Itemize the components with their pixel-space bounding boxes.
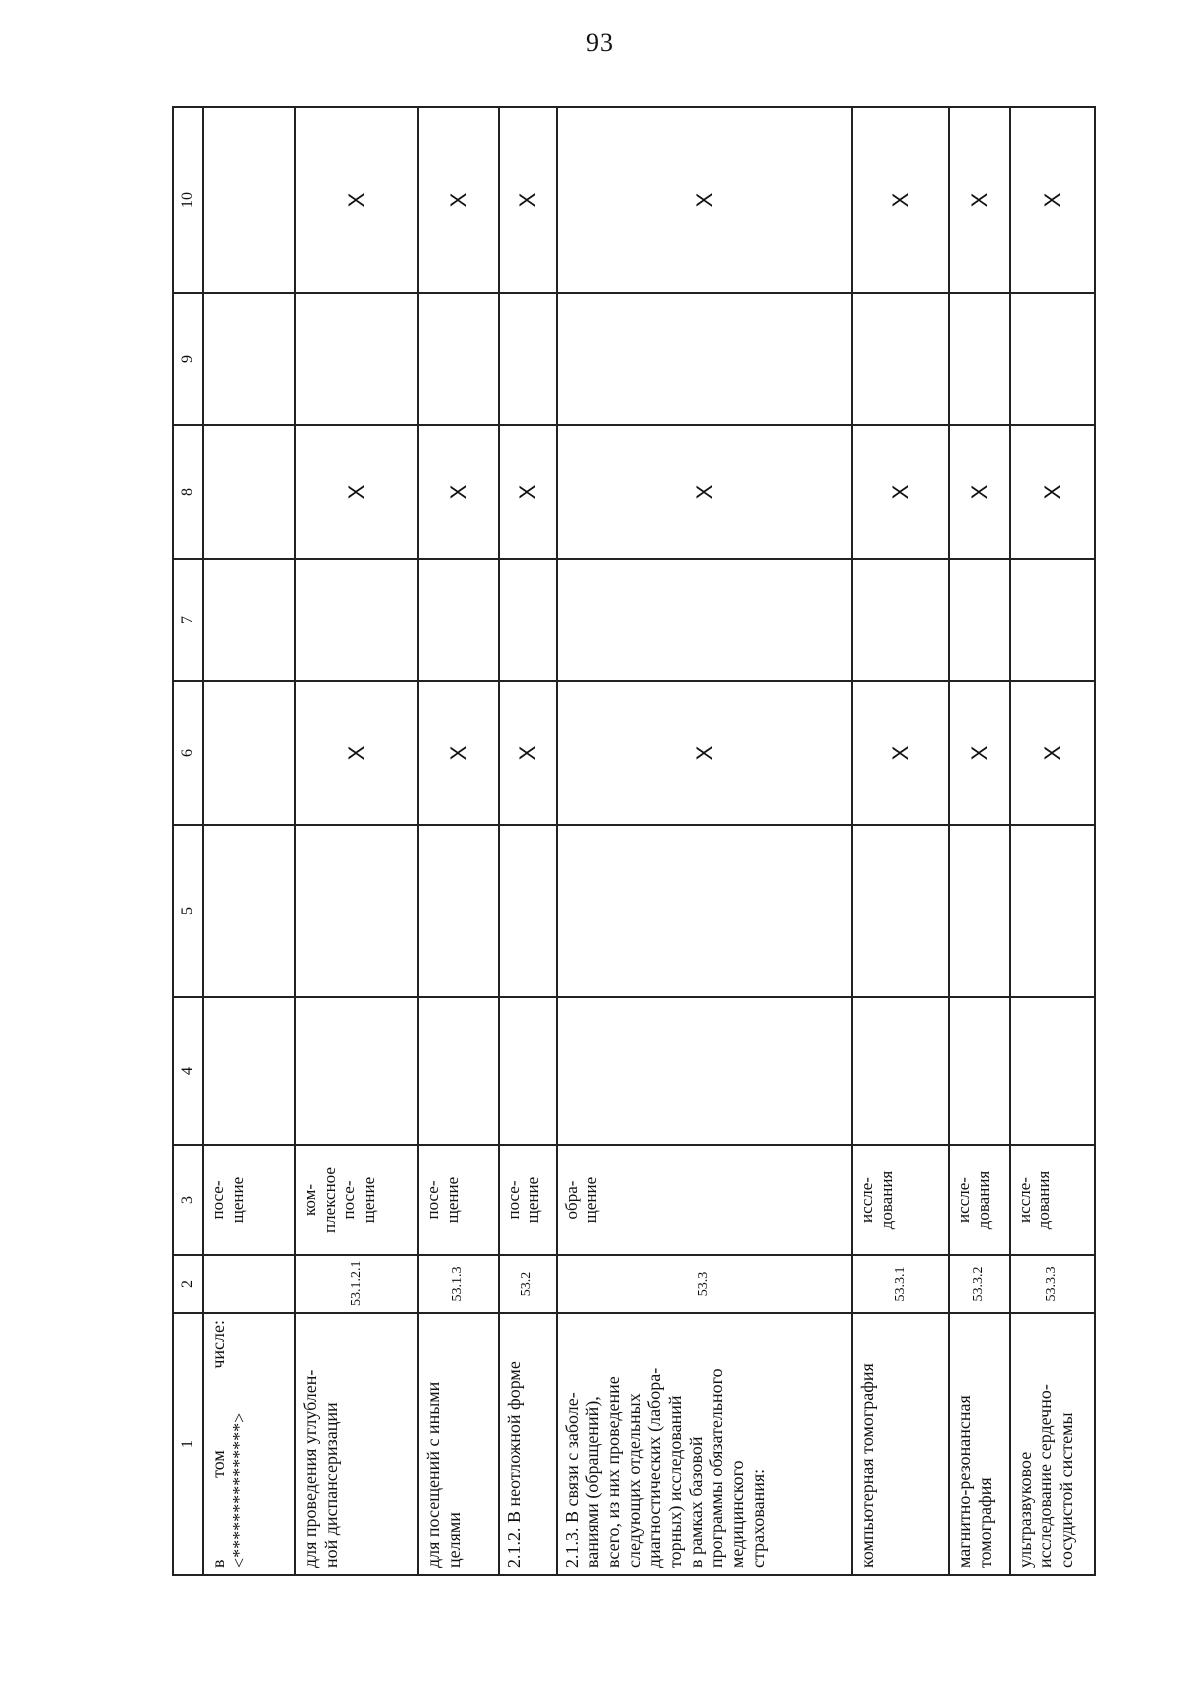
cell-col-10: X <box>295 107 418 293</box>
page-number: 93 <box>586 28 614 57</box>
cell-col-6: X <box>557 681 853 825</box>
cell-col-7 <box>499 559 557 681</box>
cell-col-5 <box>418 825 498 997</box>
cell-col-9 <box>949 293 1010 425</box>
cell-col-10: X <box>1010 107 1095 293</box>
cell-col-8: X <box>852 425 949 559</box>
cell-col-3: посе- щение <box>203 1145 295 1255</box>
cell-col-4 <box>852 997 949 1145</box>
cell-col-6: X <box>852 681 949 825</box>
cell-col-5 <box>203 825 295 997</box>
cell-col-7 <box>418 559 498 681</box>
cell-col-6: X <box>418 681 498 825</box>
cell-col-7 <box>295 559 418 681</box>
cell-col-5 <box>295 825 418 997</box>
cell-col-2: 53.3.1 <box>852 1255 949 1313</box>
cell-col-6 <box>203 681 295 825</box>
cell-col-3: посе- щение <box>418 1145 498 1255</box>
table-row <box>557 107 853 1575</box>
cell-col-9 <box>852 293 949 425</box>
cell-col-8: X <box>418 425 498 559</box>
cell-col-1: 2.1.3. В связи с заболе- ваниями (обращений), всего, из них проведение следующих отдельных диагностических (лабора- торных) исследований в рамках базовой программы обязательного медицинского страхования: <box>557 1313 853 1575</box>
cell-col-6: X <box>295 681 418 825</box>
cell-col-9 <box>499 293 557 425</box>
table-row <box>499 107 557 1575</box>
cell-col-10: X <box>418 107 498 293</box>
rotated-table-frame <box>172 108 1096 1576</box>
cell-col-7 <box>949 559 1010 681</box>
cell-col-8 <box>203 425 295 559</box>
cell-col-6: X <box>499 681 557 825</box>
cell-col-3: иссле- дования <box>1010 1145 1095 1255</box>
cell-col-9 <box>1010 293 1095 425</box>
cell-col-8: X <box>557 425 853 559</box>
cell-col-2: 53.2 <box>499 1255 557 1313</box>
column-header-7: 7 <box>173 559 203 681</box>
column-header-4: 4 <box>173 997 203 1145</box>
cell-col-5 <box>557 825 853 997</box>
cell-col-1: магнитно-резонансная томография <box>949 1313 1010 1575</box>
table-row <box>295 107 418 1575</box>
cell-col-4 <box>949 997 1010 1145</box>
column-header-9: 9 <box>173 293 203 425</box>
table-row <box>949 107 1010 1575</box>
table-container <box>172 108 1096 1576</box>
cell-col-8: X <box>499 425 557 559</box>
cell-col-7 <box>557 559 853 681</box>
cell-col-3: иссле- дования <box>949 1145 1010 1255</box>
cell-col-3: иссле- дования <box>852 1145 949 1255</box>
cell-col-8: X <box>1010 425 1095 559</box>
cell-col-7 <box>852 559 949 681</box>
cell-col-3: посе- щение <box>499 1145 557 1255</box>
column-header-6: 6 <box>173 681 203 825</box>
cell-col-3: ком- плексное посе- щение <box>295 1145 418 1255</box>
cell-col-1: 2.1.2. В неотложной форме <box>499 1313 557 1575</box>
cell-col-2 <box>203 1255 295 1313</box>
cell-col-10: X <box>852 107 949 293</box>
table-body <box>203 107 1095 1575</box>
cell-col-5 <box>852 825 949 997</box>
cell-col-10: X <box>949 107 1010 293</box>
table-row <box>418 107 498 1575</box>
column-header-8: 8 <box>173 425 203 559</box>
cell-col-1: компьютерная томография <box>852 1313 949 1575</box>
cell-col-2: 53.3.3 <box>1010 1255 1095 1313</box>
table-row <box>203 107 295 1575</box>
cell-col-1: в том числе: <***************> <box>203 1313 295 1575</box>
cell-col-5 <box>499 825 557 997</box>
cell-col-4 <box>1010 997 1095 1145</box>
column-header-2: 2 <box>173 1255 203 1313</box>
cell-col-4 <box>418 997 498 1145</box>
column-header-10: 10 <box>173 107 203 293</box>
table-row <box>1010 107 1095 1575</box>
cell-col-10 <box>203 107 295 293</box>
cell-col-4 <box>557 997 853 1145</box>
cell-col-9 <box>203 293 295 425</box>
cell-col-9 <box>557 293 853 425</box>
table-row <box>852 107 949 1575</box>
cell-col-2: 53.3.2 <box>949 1255 1010 1313</box>
data-table <box>172 106 1096 1576</box>
cell-col-5 <box>1010 825 1095 997</box>
column-header-5: 5 <box>173 825 203 997</box>
cell-col-4 <box>203 997 295 1145</box>
cell-col-9 <box>418 293 498 425</box>
cell-col-10: X <box>499 107 557 293</box>
header-row <box>173 107 203 1575</box>
cell-col-2: 53.3 <box>557 1255 853 1313</box>
cell-col-10: X <box>557 107 853 293</box>
cell-col-2: 53.1.2.1 <box>295 1255 418 1313</box>
cell-col-8: X <box>295 425 418 559</box>
cell-col-8: X <box>949 425 1010 559</box>
cell-col-6: X <box>1010 681 1095 825</box>
cell-col-1: ультразвуковое исследование сердечно- сосудистой системы <box>1010 1313 1095 1575</box>
column-header-3: 3 <box>173 1145 203 1255</box>
cell-col-5 <box>949 825 1010 997</box>
column-header-1: 1 <box>173 1313 203 1575</box>
cell-col-6: X <box>949 681 1010 825</box>
cell-col-9 <box>295 293 418 425</box>
cell-col-3: обра- щение <box>557 1145 853 1255</box>
cell-col-1: для проведения углублен- ной диспансеризации <box>295 1313 418 1575</box>
cell-col-4 <box>295 997 418 1145</box>
cell-col-7 <box>203 559 295 681</box>
cell-col-4 <box>499 997 557 1145</box>
cell-col-2: 53.1.3 <box>418 1255 498 1313</box>
cell-col-1: для посещений с иными целями <box>418 1313 498 1575</box>
cell-col-7 <box>1010 559 1095 681</box>
